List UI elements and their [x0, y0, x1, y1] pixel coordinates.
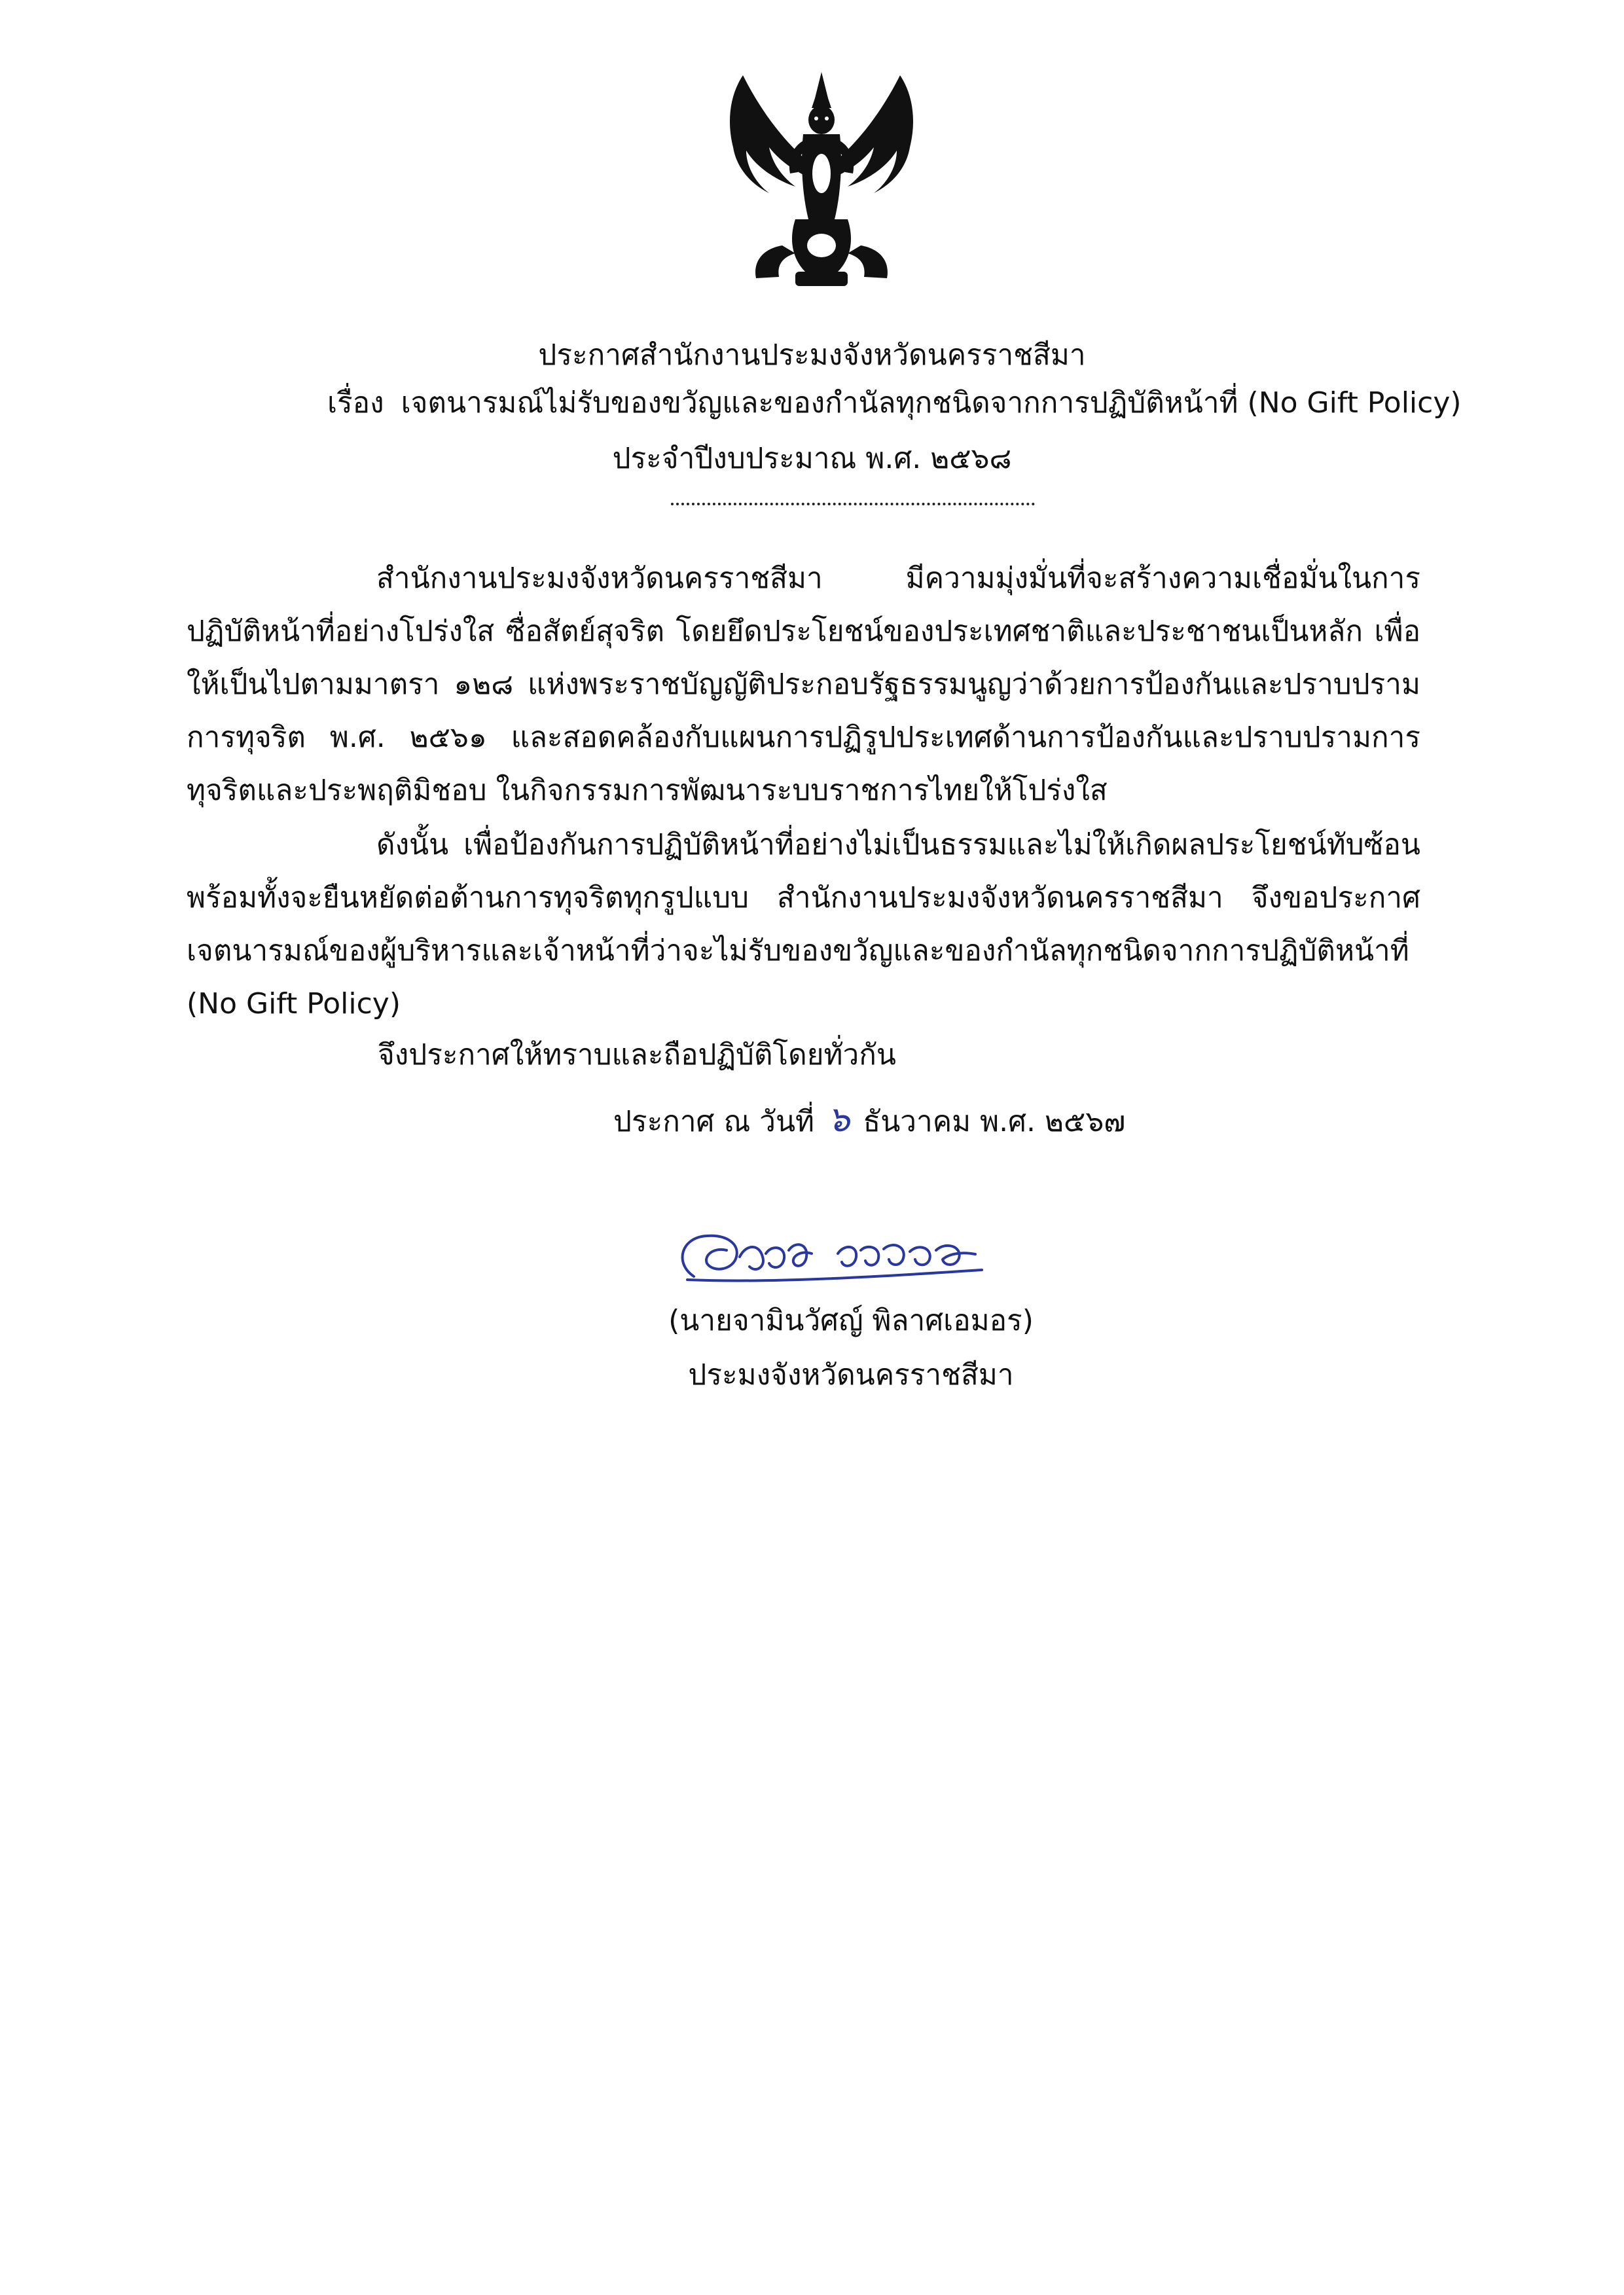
date-prefix: ประกาศ ณ วันที่ — [613, 1105, 815, 1138]
signatory-name: (นายจามินวัศญ์ พิลาศเอมอร) — [668, 1304, 1034, 1337]
subject-line — [327, 384, 1462, 423]
date-suffix: ธันวาคม พ.ศ. ๒๕๖๗ — [863, 1105, 1126, 1138]
garuda-emblem-icon — [717, 69, 926, 291]
signatory-position: ประมงจังหวัดนครราชสีมา — [688, 1358, 1014, 1392]
fiscal-year: ประจำปีงบประมาณ พ.ศ. ๒๕๖๘ — [612, 442, 1012, 475]
dotted-divider — [671, 503, 1035, 505]
body-paragraph-2: ดังนั้น เพื่อป้องกันการปฏิบัติหน้าที่อย่างไม่เป็นธรรมและไม่ให้เกิดผลประโยชน์ทับซ้อน พร้อมทั้งจะยืนหยัดต่อต้านการทุจริตทุกรูปแบบ สำนักงานประมงจังหวัดนครราชสีมา จึงขอประกาศเจตนารมณ์ของผู้บริหารและเจ้าหน้าที่ว่าจะไม่รับของขวัญและของกำนัลทุกชนิดจากการปฏิบัติหน้าที่ (No Gift Policy) — [187, 828, 1420, 1021]
date-day: ๖ — [827, 1098, 850, 1140]
announcement-date — [613, 1100, 1125, 1142]
subject-label: เรื่อง — [327, 386, 384, 420]
announcement-title: ประกาศสำนักงานประมงจังหวัดนครราชสีมา — [538, 338, 1086, 372]
subject-text: เจตนารมณ์ไม่รับของขวัญและของกำนัลทุกชนิดจากการปฏิบัติหน้าที่ (No Gift Policy) — [401, 386, 1462, 420]
handwritten-signature — [668, 1218, 1008, 1296]
body-paragraph-1: สำนักงานประมงจังหวัดนครราชสีมา มีความมุ่งมั่นที่จะสร้างความเชื่อมั่นในการปฏิบัติหน้าที่อย่างโปร่งใส ซื่อสัตย์สุจริต โดยยึดประโยชน์ของประเทศชาติและประชาชนเป็นหลัก เพื่อให้เป็นไปตามมาตรา ๑๒๘ แห่งพระราชบัญญัติประกอบรัฐธรรมนูญว่าด้วยการป้องกันและปราบปรามการทุจริต พ.ศ. ๒๕๖๑ และสอดคล้องกับแผนการปฏิรูปประเทศด้านการป้องกันและปราบปรามการทุจริตและประพฤติมิชอบ ในกิจกรรมการพัฒนาระบบราชการไทยให้โปร่งใส — [187, 562, 1420, 807]
closing-statement: จึงประกาศให้ทราบและถือปฏิบัติโดยทั่วกัน — [378, 1038, 896, 1072]
